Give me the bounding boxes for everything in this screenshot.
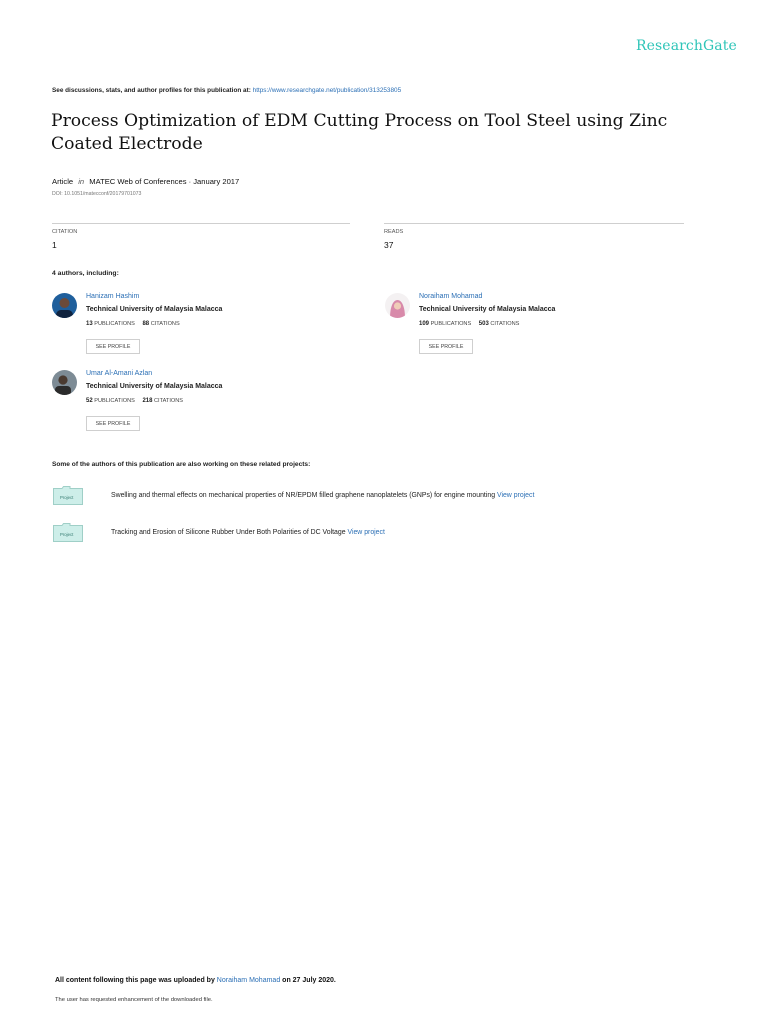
- publications-label: PUBLICATIONS: [94, 321, 135, 327]
- article-venue: MATEC Web of Conferences · January 2017: [89, 177, 240, 186]
- project-title: Swelling and thermal effects on mechanical properties of NR/EPDM filled graphene nanoplatelets (GNPs) for engine mounting: [111, 492, 496, 499]
- divider: [384, 223, 684, 224]
- citation-count: 218: [142, 398, 153, 404]
- authors-heading: 4 authors, including:: [52, 270, 119, 277]
- author-card: [385, 293, 705, 358]
- reads-value: 37: [384, 240, 394, 250]
- discussions-line: [52, 87, 401, 94]
- project-item: [111, 529, 385, 536]
- see-profile-button[interactable]: SEE PROFILE: [419, 339, 473, 354]
- uploader-link[interactable]: Noraiham Mohamad: [216, 977, 281, 984]
- project-folder-icon[interactable]: [53, 486, 83, 504]
- author-stats: [419, 321, 519, 327]
- publications-label: PUBLICATIONS: [430, 321, 472, 327]
- publication-count: 13: [86, 321, 93, 327]
- author-stats: [86, 398, 183, 404]
- person-icon: [52, 370, 77, 395]
- author-stats: [86, 321, 180, 327]
- view-project-link[interactable]: View project: [347, 529, 385, 536]
- upload-note: [55, 977, 336, 984]
- projects-heading: Some of the authors of this publication are also working on these related projects:: [52, 461, 311, 468]
- see-profile-button[interactable]: SEE PROFILE: [86, 339, 140, 354]
- reads-label: READS: [384, 229, 404, 235]
- author-avatar[interactable]: [52, 293, 77, 318]
- article-type: Article: [52, 177, 74, 186]
- author-institution: Technical University of Malaysia Malacca: [419, 306, 556, 313]
- divider: [52, 223, 350, 224]
- citation-label: CITATION: [52, 229, 78, 235]
- project-folder-icon[interactable]: [53, 523, 83, 541]
- project-icon-label: Project: [60, 532, 74, 537]
- citation-value: 1: [52, 240, 57, 250]
- author-card: [52, 370, 372, 435]
- author-avatar[interactable]: [52, 370, 77, 395]
- project-title: Tracking and Erosion of Silicone Rubber Under Both Polarities of DC Voltage: [111, 529, 346, 536]
- upload-prefix: All content following this page was uploaded by: [55, 977, 215, 984]
- publication-count: 109: [419, 321, 430, 327]
- project-icon-label: Project: [60, 495, 74, 500]
- article-meta: [52, 177, 239, 186]
- person-icon: [52, 293, 77, 318]
- discussions-prefix: See discussions, stats, and author profiles for this publication at:: [52, 87, 251, 94]
- see-profile-button[interactable]: SEE PROFILE: [86, 416, 140, 431]
- citation-count: 503: [478, 321, 489, 327]
- publication-count: 52: [86, 398, 93, 404]
- upload-date: on 27 July 2020.: [282, 977, 336, 984]
- citations-label: CITATIONS: [150, 321, 180, 327]
- person-icon: [385, 293, 410, 318]
- author-name[interactable]: Umar Al-Amani Azlan: [86, 370, 153, 377]
- researchgate-logo[interactable]: ResearchGate: [636, 38, 737, 54]
- view-project-link[interactable]: View project: [496, 492, 535, 499]
- publications-label: PUBLICATIONS: [94, 398, 135, 404]
- citation-count: 88: [142, 321, 150, 327]
- author-name[interactable]: Noraiham Mohamad: [419, 293, 483, 300]
- project-item: [111, 492, 534, 499]
- author-institution: Technical University of Malaysia Malacca: [86, 383, 223, 390]
- author-card: [52, 293, 372, 358]
- citations-label: CITATIONS: [154, 398, 184, 404]
- article-in: in: [78, 177, 85, 186]
- doi: DOI: 10.1051/matecconf/20179701073: [52, 191, 142, 197]
- page-title: Process Optimization of EDM Cutting Process on Tool Steel using Zinc Coated Electrode: [51, 111, 668, 154]
- author-institution: Technical University of Malaysia Malacca: [86, 306, 223, 313]
- publication-link[interactable]: https://www.researchgate.net/publication/313253805: [252, 87, 402, 94]
- enhancement-note: The user has requested enhancement of the downloaded file.: [55, 997, 213, 1003]
- author-avatar[interactable]: [385, 293, 410, 318]
- author-name[interactable]: Hanizam Hashim: [86, 293, 140, 300]
- citations-label: CITATIONS: [490, 321, 520, 327]
